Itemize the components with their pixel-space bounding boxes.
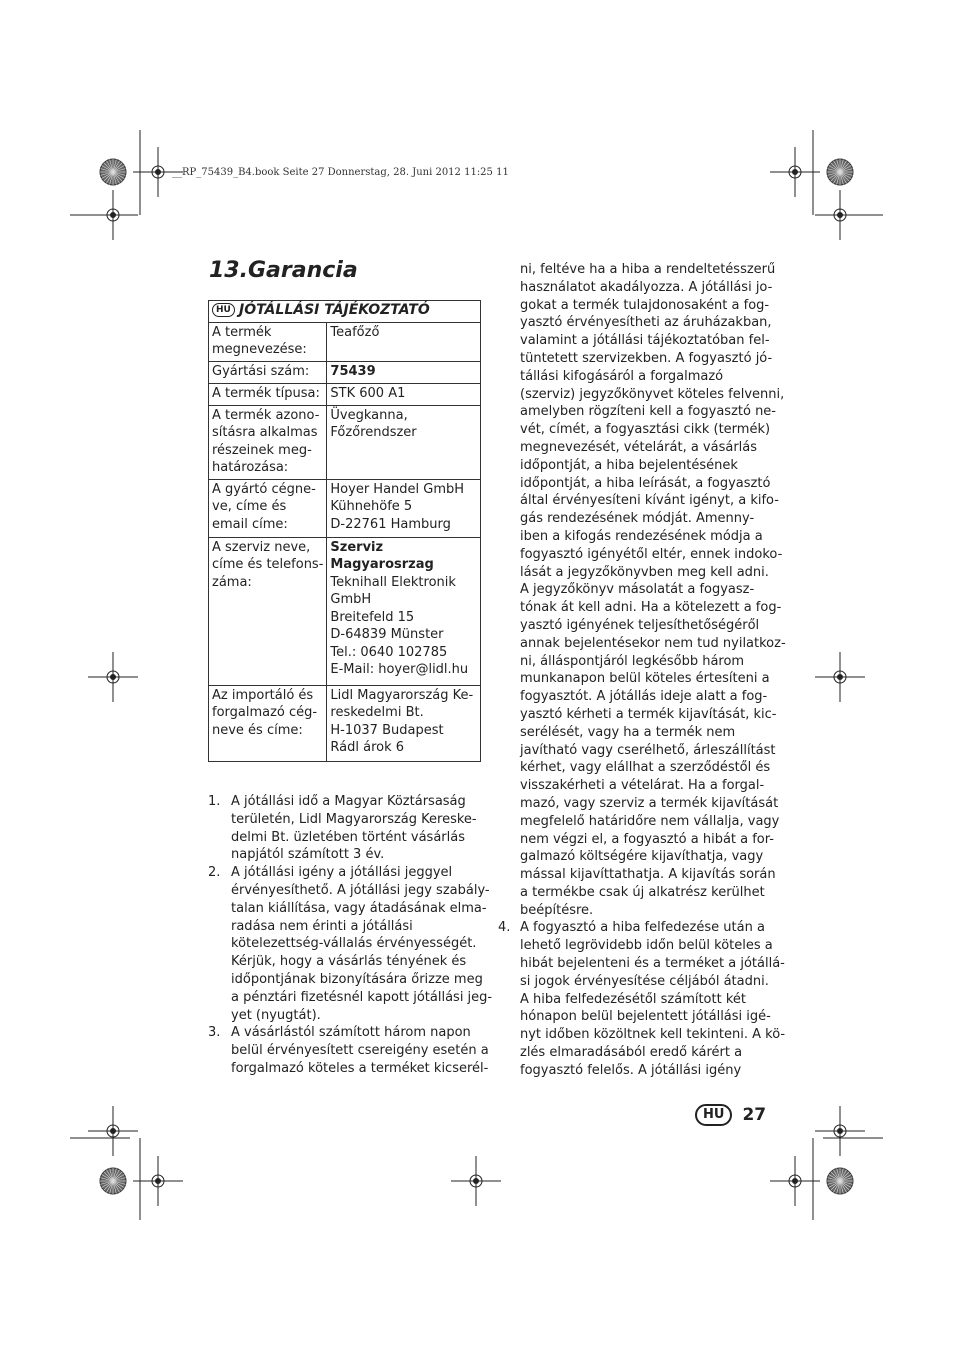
text-line: D-64839 Münster: [330, 627, 444, 642]
text-line: Főzőrendszer: [330, 425, 417, 440]
text-line: gás rendezésének módját. Amenny-: [520, 511, 755, 527]
text-line: sításra alkalmas: [212, 425, 318, 440]
text-line: galmazó költségére kijavíthatja, vagy: [520, 849, 764, 865]
text-line: A hiba felfedezésétől számított két: [520, 991, 747, 1007]
text-line: tónak át kell adni. Ha a kötelezett a fog-: [520, 600, 782, 616]
text-line: területén, Lidl Magyarország Kereske-: [231, 811, 477, 827]
text-line: javítható vagy cserélhető, árleszállítást: [520, 742, 776, 758]
text-line: nyt időben közöltnek kell tekinteni. A kö-: [520, 1027, 786, 1043]
list-number: 4.: [498, 920, 511, 936]
warranty-terms-list-left: [208, 793, 493, 1078]
text-line: A jótállási igény a jótállási jeggyel: [231, 865, 453, 881]
text-line: kötelezettség-vállalás érvényességét.: [231, 936, 477, 952]
row-value: [327, 322, 481, 361]
list-item: [498, 919, 786, 1079]
text-line: fogyasztó igényétől eltér, ennek indoko-: [520, 546, 783, 562]
text-line: fogyasztót. A jótállás ideje alatt a fog-: [520, 689, 768, 705]
text-line: A gyártó cégne-: [212, 481, 316, 497]
text-line: forgalmazó köteles a terméket kicserél-: [231, 1060, 489, 1076]
text-line: Lidl Magyarország Ke-: [330, 687, 474, 703]
text-line: mással kijavíttathatja. A kijavítás során: [520, 867, 776, 883]
text-line: 75439: [330, 363, 376, 379]
text-line: Breitefeld 15: [330, 609, 415, 625]
text-line: munkanapon belül köteles értesíteni a: [520, 671, 770, 687]
text-line: A szerviz neve,: [212, 539, 311, 555]
text-line: címe és telefons-: [212, 557, 324, 572]
text-line: yasztó érvényesítheti az áruházakban,: [520, 315, 772, 331]
text-line: visszakérheti a vételárat. Ha a forgal-: [520, 778, 765, 794]
text-line: hibát bejelenteni és a terméket a jótállá-: [520, 956, 785, 972]
table-title: JÓTÁLLÁSI TÁJÉKOZTATÓ: [238, 302, 430, 318]
row-label: [209, 383, 327, 405]
row-label: [209, 361, 327, 383]
table-row: [209, 685, 481, 761]
text-line: si jogok érvényesítése céljából átadni.: [520, 973, 769, 989]
text-line: Magyarosrzag: [330, 557, 434, 572]
text-line: Tel.: 0640 102785: [330, 644, 448, 660]
text-line: lehető legrövidebb időn belül köteles a: [520, 938, 773, 954]
page-footer: [695, 1104, 766, 1126]
right-column: [498, 261, 786, 1080]
section-title: 13.Garancia: [209, 258, 358, 283]
text-line: Az importáló és: [212, 687, 314, 703]
text-line: határozása:: [212, 460, 289, 475]
text-line: tállási kifogásáról a forgalmazó: [520, 368, 724, 384]
text-line: E-Mail: hoyer@lidl.hu: [330, 662, 469, 677]
text-line: yasztó igényének teljesíthetőségéről: [520, 617, 760, 633]
table-row: [209, 479, 481, 537]
text-line: napjától számított 3 év.: [231, 847, 385, 863]
text-line: beépítésre.: [520, 902, 594, 918]
text-line: talan kiállítása, vagy átadásának elma-: [231, 900, 487, 916]
text-line: Rádl árok 6: [330, 740, 405, 755]
text-line: zlés elmaradásából eredő kárért a: [520, 1045, 743, 1061]
row-value: [327, 685, 481, 761]
text-line: email címe:: [212, 516, 288, 532]
warranty-terms-list-right: [498, 919, 786, 1079]
text-line: záma:: [212, 574, 252, 590]
row-label: [209, 685, 327, 761]
text-line: mazó, vagy szerviz a termék kijavítását: [520, 795, 779, 811]
row-value: [327, 383, 481, 405]
text-line: Teafőző: [330, 324, 380, 340]
row-value: [327, 361, 481, 383]
text-line: időpontjának bizonyítására őrizze meg: [231, 971, 483, 987]
text-line: D-22761 Hamburg: [330, 516, 451, 532]
text-line: részeinek meg-: [212, 442, 312, 458]
table-row: [209, 322, 481, 361]
text-line: nem végzi el, a fogyasztó a hibát a for-: [520, 831, 774, 847]
text-line: (szerviz) jegyzőkönyvet köteles felvenni,: [520, 386, 785, 402]
text-line: A jótállási idő a Magyar Köztársaság: [231, 794, 466, 809]
text-line: A termék: [212, 324, 272, 340]
list-item: [208, 1024, 489, 1077]
text-line: időpontját, a hiba leírását, a fogyasztó: [520, 475, 771, 491]
text-line: amelyben rögzíteni kell a fogyasztó ne-: [520, 404, 777, 420]
text-line: megnevezése:: [212, 342, 307, 357]
text-line: a termékbe csak új alkatrész kerülhet: [520, 884, 765, 900]
text-line: a pénztári fizetésnél kapott jótállási jeg-: [231, 989, 493, 1005]
text-line: GmbH: [330, 592, 372, 607]
text-line: forgalmazó cég-: [212, 705, 318, 720]
list-number: 3.: [208, 1025, 221, 1041]
row-value: [327, 405, 481, 479]
text-line: valamint a jótállási tájékoztatóban fel-: [520, 333, 770, 349]
warranty-info-table: [208, 300, 481, 762]
row-label: [209, 479, 327, 537]
row-value: [327, 479, 481, 537]
text-line: yet (nyugtát).: [231, 1007, 321, 1023]
text-line: Gyártási szám:: [212, 363, 310, 379]
text-line: reskedelmi Bt.: [330, 705, 424, 720]
text-line: ve, címe és: [212, 499, 287, 514]
table-header: [209, 301, 481, 323]
print-header: __RP_75439_B4.book Seite 27 Donnerstag, 28. Juni 2012 11:25 11: [172, 167, 509, 178]
text-line: radása nem érinti a jótállási: [231, 918, 413, 934]
text-line: érvényesíthető. A jótállási jegy szabály-: [231, 882, 490, 898]
text-line: lását a jegyzőkönyvben meg kell adni.: [520, 564, 769, 580]
text-line: fogyasztó felelős. A jótállási igény: [520, 1062, 742, 1078]
row-label: [209, 322, 327, 361]
text-line: kérhet, vagy elállhat a szerződéstől és: [520, 760, 771, 776]
table-row: [209, 537, 481, 685]
text-line: STK 600 A1: [330, 385, 406, 401]
text-line: A vásárlástól számított három napon: [231, 1025, 471, 1041]
text-line: ni, feltéve ha a hiba a rendeltetésszerű: [520, 262, 776, 277]
text-line: által érvényesíteni kívánt igényt, a kifo-: [520, 493, 779, 509]
text-line: hónapon belül bejelentett jótállási igé-: [520, 1009, 771, 1025]
row-value: [327, 537, 481, 685]
text-line: Szerviz: [330, 539, 384, 555]
text-line: megnevezését, vételárát, a vásárlás: [520, 439, 758, 455]
page-number: 27: [742, 1105, 767, 1125]
text-line: Hoyer Handel GmbH: [330, 481, 465, 497]
text-line: A termék típusa:: [212, 385, 320, 401]
text-line: Kérjük, hogy a vásárlás tényének és: [231, 954, 467, 970]
language-badge: HU: [695, 1104, 732, 1126]
text-line: A fogyasztó a hiba felfedezése után a: [520, 920, 765, 936]
text-line: A termék azono-: [212, 407, 320, 423]
text-line: időpontját, a hiba bejelentésének: [520, 457, 738, 473]
list-item: [208, 864, 493, 1024]
text-line: belül érvényesített csereigény esetén a: [231, 1043, 489, 1059]
text-line: A jegyzőkönyv másolatát a fogyasz-: [520, 582, 755, 598]
text-line: gokat a termék tulajdonosaként a fog-: [520, 297, 770, 313]
text-line: Teknihall Elektronik: [330, 574, 456, 590]
text-line: serélését, vagy ha a termék nem: [520, 724, 736, 740]
text-line: tüntetett szervizekben. A fogyasztó jó-: [520, 350, 773, 366]
row-label: [209, 405, 327, 479]
row-label: [209, 537, 327, 685]
table-row: [209, 383, 481, 405]
text-line: H-1037 Budapest: [330, 722, 444, 738]
text-line: megfelelő határidőre nem vállalja, vagy: [520, 813, 780, 829]
list-number: 1.: [208, 794, 221, 809]
list-item-3-continuation: [498, 261, 786, 919]
text-line: neve és címe:: [212, 722, 303, 738]
text-line: használatot akadályozza. A jótállási jo-: [520, 279, 773, 295]
text-line: iben a kifogás rendezésének módja a: [520, 528, 763, 544]
table-row: [209, 405, 481, 479]
text-line: ni, álláspontjáról legkésőbb három: [520, 653, 745, 669]
text-line: delmi Bt. üzletében történt vásárlás: [231, 829, 465, 845]
text-line: Kühnehöfe 5: [330, 499, 413, 514]
list-item: [208, 793, 483, 864]
text-line: annak bejelentésekor nem tud nyilatkoz-: [520, 635, 786, 651]
text-line: vét, címét, a fogyasztási cikk (termék): [520, 422, 771, 438]
text-line: Üvegkanna,: [330, 407, 408, 423]
table-row: [209, 361, 481, 383]
hu-badge-icon: HU: [212, 303, 235, 317]
list-number: 2.: [208, 865, 221, 881]
text-line: yasztó kérheti a termék kijavítását, kic-: [520, 706, 777, 722]
